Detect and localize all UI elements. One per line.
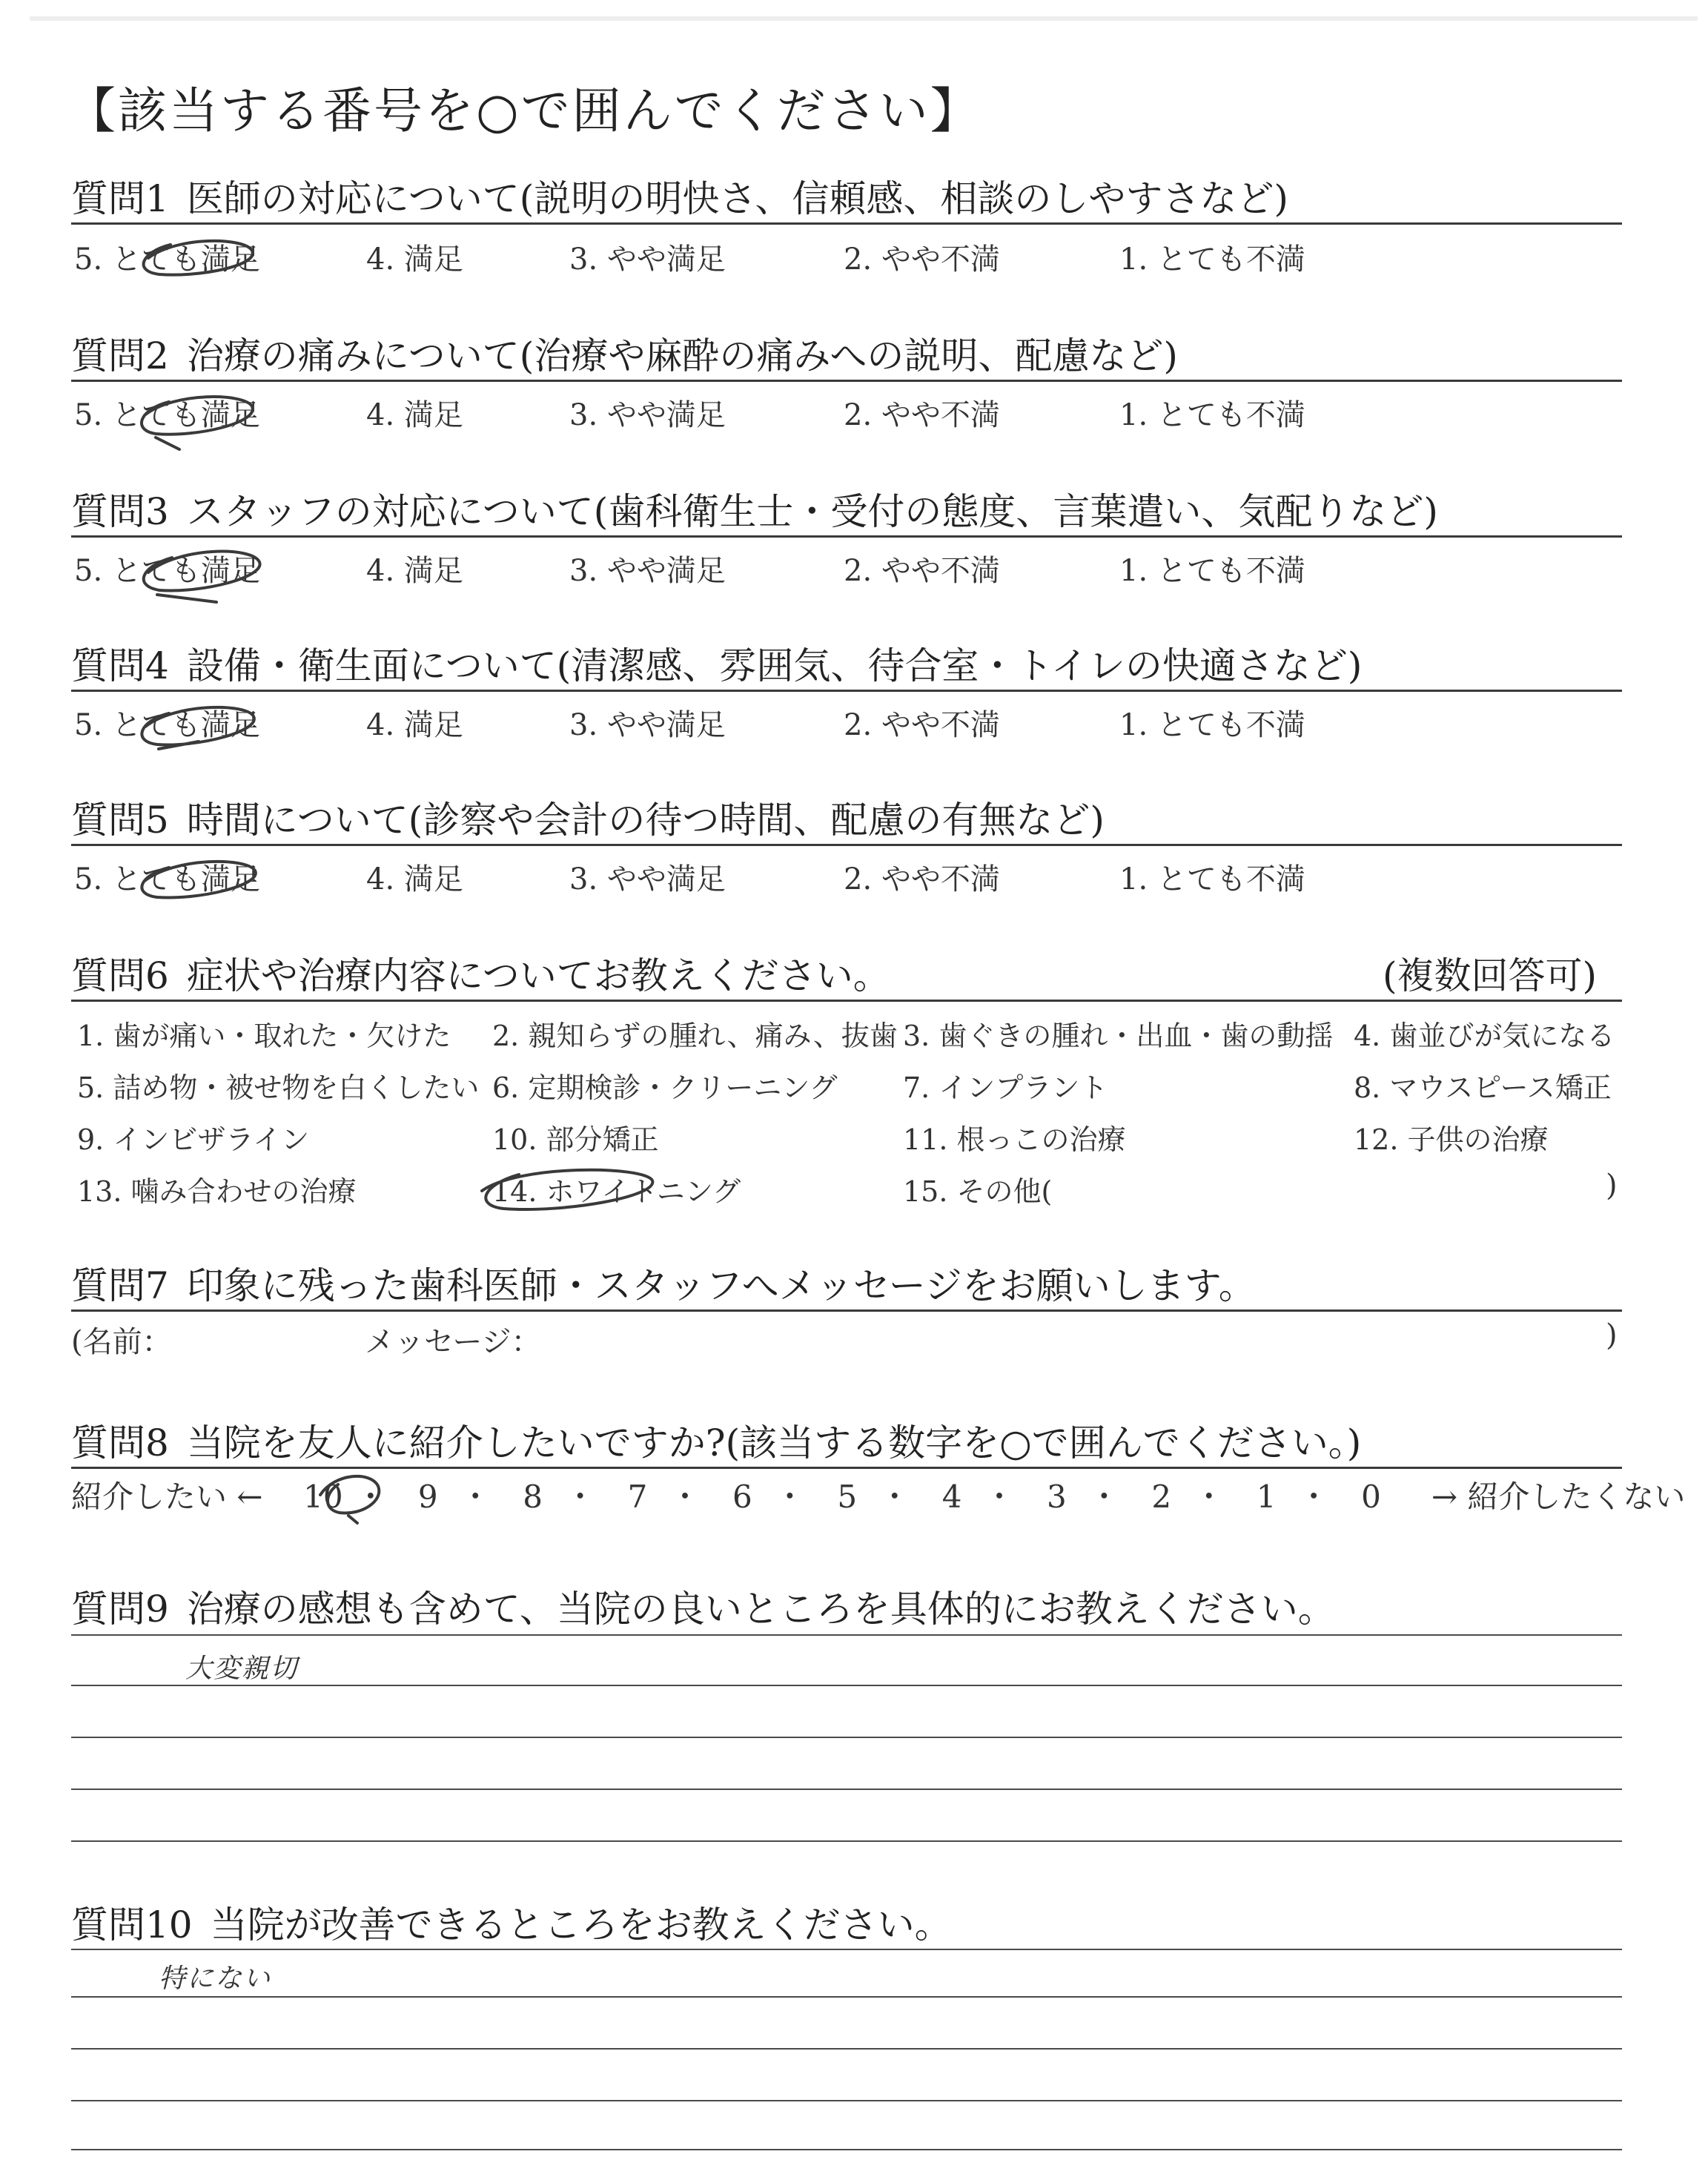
- q1-option-2[interactable]: 2. やや不満: [844, 242, 1000, 277]
- question-6-label: 質問6: [71, 954, 169, 997]
- divider: [71, 690, 1622, 692]
- q3-option-5[interactable]: 5. とても満足: [74, 554, 260, 588]
- q6-option-3[interactable]: 3. 歯ぐきの腫れ・出血・歯の動揺: [903, 1020, 1334, 1052]
- other-close-paren: ): [1606, 1169, 1618, 1203]
- q4-option-2[interactable]: 2. やや不満: [844, 708, 1000, 742]
- question-8: [71, 1413, 1361, 1467]
- scale-separator: ・: [460, 1479, 491, 1515]
- q4-option-3[interactable]: 3. やや満足: [569, 708, 726, 742]
- writing-line: [71, 1949, 1622, 1950]
- q2-option-1[interactable]: 1. とても不満: [1119, 398, 1305, 432]
- scale-9[interactable]: 9: [417, 1479, 438, 1515]
- q1-option-4[interactable]: 4. 満足: [366, 242, 463, 277]
- message-label: メッセージ：: [365, 1325, 541, 1359]
- q6-option-12[interactable]: 12. 子供の治療: [1354, 1123, 1549, 1156]
- recommend-scale: [71, 1473, 1685, 1517]
- question-5: [71, 790, 1105, 844]
- q6-option-9[interactable]: 9. インビザライン: [77, 1123, 310, 1156]
- question-3: [71, 482, 1438, 535]
- scale-separator: ・: [1088, 1479, 1120, 1515]
- scale-8[interactable]: 8: [523, 1479, 543, 1515]
- writing-line[interactable]: [71, 1996, 1622, 1998]
- q6-option-7[interactable]: 7. インプラント: [903, 1071, 1108, 1104]
- page-title: 【該当する番号を○で囲んでください】: [67, 82, 982, 139]
- q5-option-1[interactable]: 1. とても不満: [1119, 862, 1305, 896]
- divider: [71, 535, 1622, 538]
- divider: [71, 222, 1622, 225]
- q3-option-3[interactable]: 3. やや満足: [569, 554, 726, 588]
- question-7: [71, 1256, 1256, 1309]
- scale-3[interactable]: 3: [1047, 1479, 1067, 1515]
- scale-1[interactable]: 1: [1256, 1479, 1277, 1515]
- scale-10[interactable]: 10: [303, 1479, 343, 1515]
- q6-option-11[interactable]: 11. 根っこの治療: [903, 1123, 1126, 1156]
- q6-option-2[interactable]: 2. 親知らずの腫れ、痛み、抜歯: [492, 1020, 898, 1052]
- divider: [71, 1309, 1622, 1312]
- writing-line: [71, 1634, 1622, 1636]
- writing-line[interactable]: [71, 2100, 1622, 2101]
- q3-option-4[interactable]: 4. 満足: [366, 554, 463, 588]
- scan-edge: [30, 16, 1698, 21]
- question-3-label: 質問3: [71, 490, 169, 533]
- question-3-text: スタッフの対応について(歯科衛生士・受付の態度、言葉遣い、気配りなど): [186, 490, 1438, 533]
- q3-option-2[interactable]: 2. やや不満: [844, 554, 1000, 588]
- question-9-text: 治療の感想も含めて、当院の良いところを具体的にお教えください。: [186, 1588, 1335, 1631]
- q5-option-4[interactable]: 4. 満足: [366, 862, 463, 896]
- scale-5[interactable]: 5: [837, 1479, 858, 1515]
- scale-separator: ・: [669, 1479, 701, 1515]
- scale-4[interactable]: 4: [941, 1479, 962, 1515]
- scale-separator: ・: [354, 1479, 386, 1515]
- q1-option-5[interactable]: 5. とても満足: [74, 242, 260, 277]
- q6-option-15[interactable]: 15. その他(: [903, 1175, 1053, 1208]
- question-4-text: 設備・衛生面について(清潔感、雰囲気、待合室・トイレの快適さなど): [186, 644, 1363, 687]
- scale-6[interactable]: 6: [732, 1479, 752, 1515]
- question-7-text: 印象に残った歯科医師・スタッフへメッセージをお願いします。: [186, 1264, 1256, 1307]
- writing-line[interactable]: [71, 1840, 1622, 1842]
- scale-separator: ・: [984, 1479, 1016, 1515]
- question-1: [71, 169, 1288, 222]
- q1-option-3[interactable]: 3. やや満足: [569, 242, 726, 277]
- q5-option-5[interactable]: 5. とても満足: [74, 862, 260, 896]
- divider: [71, 844, 1622, 846]
- scale-separator: ・: [1298, 1479, 1330, 1515]
- q5-option-2[interactable]: 2. やや不満: [844, 862, 1000, 896]
- question-10: [71, 1895, 952, 1949]
- writing-line[interactable]: [71, 1737, 1622, 1738]
- question-9-label: 質問9: [71, 1588, 169, 1631]
- divider: [71, 1467, 1622, 1469]
- q6-option-4[interactable]: 4. 歯並びが気になる: [1354, 1020, 1615, 1052]
- message-close-paren: ): [1606, 1318, 1618, 1353]
- q6-option-13[interactable]: 13. 噛み合わせの治療: [77, 1175, 357, 1208]
- question-8-label: 質問8: [71, 1421, 169, 1464]
- q2-option-2[interactable]: 2. やや不満: [844, 398, 1000, 432]
- q6-option-1[interactable]: 1. 歯が痛い・取れた・欠けた: [77, 1020, 451, 1052]
- q6-option-14[interactable]: 14. ホワイトニング: [492, 1175, 741, 1208]
- writing-line[interactable]: [71, 1789, 1622, 1790]
- question-6-text: 症状や治療内容についてお教えください。: [186, 954, 890, 997]
- q2-option-4[interactable]: 4. 満足: [366, 398, 463, 432]
- question-5-text: 時間について(診察や会計の待つ時間、配慮の有無など): [186, 799, 1105, 842]
- scale-right-label: → 紹介したくない: [1431, 1479, 1686, 1515]
- q4-option-1[interactable]: 1. とても不満: [1119, 708, 1305, 742]
- q2-option-3[interactable]: 3. やや満足: [569, 398, 726, 432]
- divider: [71, 380, 1622, 382]
- question-8-text: 当院を友人に紹介したいですか?(該当する数字を○で囲んでください。): [186, 1421, 1362, 1464]
- question-10-text: 当院が改善できるところをお教えください。: [210, 1903, 952, 1946]
- q6-option-5[interactable]: 5. 詰め物・被せ物を白くしたい: [77, 1071, 480, 1104]
- q3-option-1[interactable]: 1. とても不満: [1119, 554, 1305, 588]
- scale-separator: ・: [1193, 1479, 1225, 1515]
- q4-option-5[interactable]: 5. とても満足: [74, 708, 260, 742]
- question-5-label: 質問5: [71, 799, 169, 842]
- scale-0[interactable]: 0: [1361, 1479, 1381, 1515]
- question-4-label: 質問4: [71, 644, 169, 687]
- scale-7[interactable]: 7: [627, 1479, 648, 1515]
- question-2: [71, 326, 1178, 380]
- writing-line[interactable]: [71, 1685, 1622, 1686]
- question-7-label: 質問7: [71, 1264, 169, 1307]
- divider: [71, 1000, 1622, 1002]
- q1-option-1[interactable]: 1. とても不満: [1119, 242, 1305, 277]
- q6-option-6[interactable]: 6. 定期検診・クリーニング: [492, 1071, 838, 1104]
- q4-option-4[interactable]: 4. 満足: [366, 708, 463, 742]
- q5-option-3[interactable]: 3. やや満足: [569, 862, 726, 896]
- q10-handwritten-answer: 特にない: [159, 1964, 272, 1994]
- question-4: [71, 636, 1362, 690]
- question-2-label: 質問2: [71, 334, 169, 377]
- q9-handwritten-answer: 大変親切: [185, 1654, 299, 1684]
- scale-left-label: 紹介したい ←: [71, 1479, 263, 1515]
- question-1-text: 医師の対応について(説明の明快さ、信頼感、相談のしやすさなど): [186, 177, 1288, 220]
- q2-option-5[interactable]: 5. とても満足: [74, 398, 260, 432]
- writing-line[interactable]: [71, 2048, 1622, 2050]
- scale-separator: ・: [774, 1479, 806, 1515]
- scale-separator: ・: [564, 1479, 596, 1515]
- multiple-answers-note: (複数回答可): [1382, 954, 1597, 997]
- question-2-text: 治療の痛みについて(治療や麻酔の痛みへの説明、配慮など): [186, 334, 1178, 377]
- question-10-label: 質問10: [71, 1903, 193, 1946]
- name-label: (名前：: [71, 1325, 172, 1359]
- scale-separator: ・: [878, 1479, 910, 1515]
- question-9: [71, 1579, 1335, 1633]
- q6-option-10[interactable]: 10. 部分矯正: [492, 1123, 659, 1156]
- writing-line[interactable]: [71, 2149, 1622, 2150]
- question-6: [71, 946, 890, 1000]
- q6-option-8[interactable]: 8. マウスピース矯正: [1354, 1071, 1612, 1104]
- question-1-label: 質問1: [71, 177, 169, 220]
- scale-2[interactable]: 2: [1151, 1479, 1172, 1515]
